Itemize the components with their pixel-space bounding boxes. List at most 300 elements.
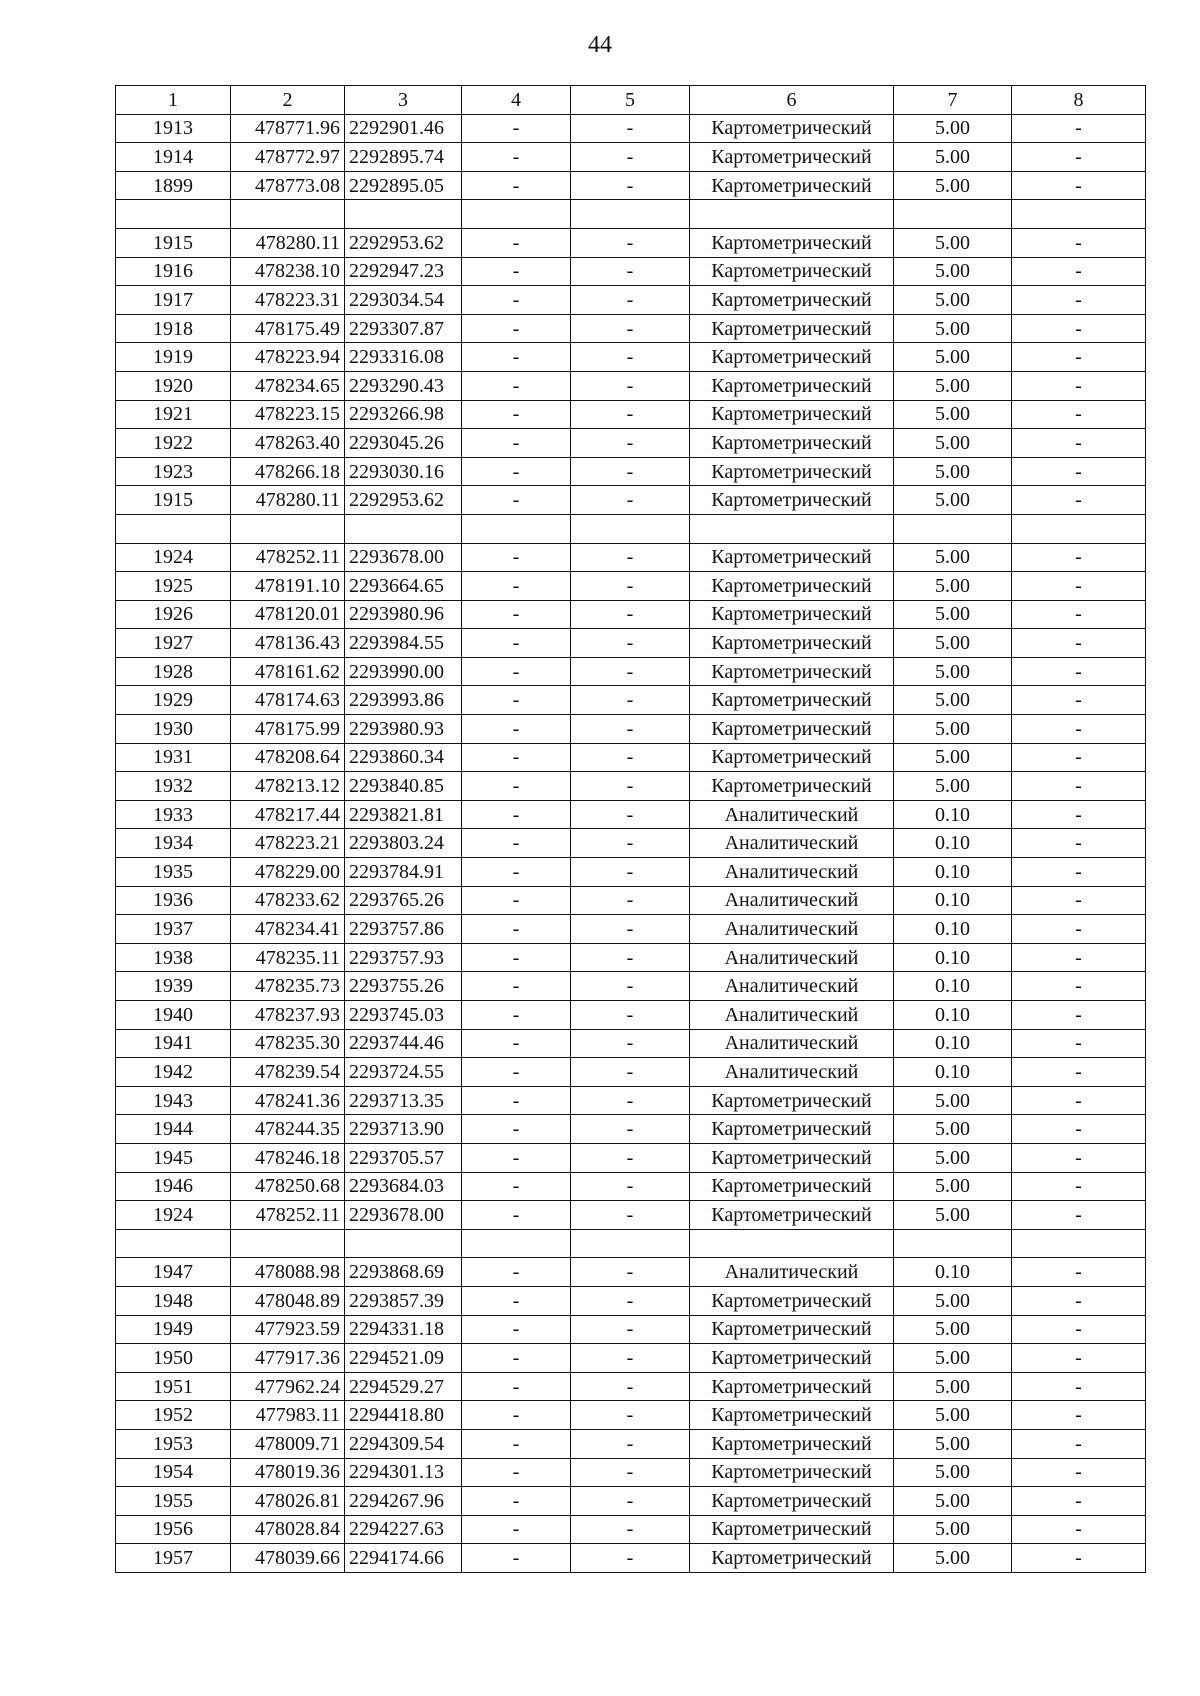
accuracy-cell: 5.00 (894, 600, 1012, 629)
column-8-cell: - (1012, 1172, 1146, 1201)
column-4-cell: - (462, 1001, 571, 1030)
column-5-cell: - (571, 886, 690, 915)
x-coordinate-cell: 478223.15 (231, 400, 345, 429)
column-5-cell: - (571, 829, 690, 858)
y-coordinate-cell: 2293664.65 (345, 572, 462, 601)
x-coordinate-cell: 478238.10 (231, 257, 345, 286)
method-cell: Картометрический (690, 457, 894, 486)
y-coordinate-cell: 2293745.03 (345, 1001, 462, 1030)
accuracy-cell: 5.00 (894, 114, 1012, 143)
method-cell (690, 1229, 894, 1258)
x-coordinate-cell: 477983.11 (231, 1401, 345, 1430)
accuracy-cell: 5.00 (894, 1086, 1012, 1115)
column-5-cell: - (571, 1286, 690, 1315)
y-coordinate-cell: 2292895.74 (345, 143, 462, 172)
x-coordinate-cell (231, 514, 345, 543)
method-cell: Аналитический (690, 829, 894, 858)
table-row (116, 886, 1146, 915)
table-row (116, 572, 1146, 601)
table-row (116, 715, 1146, 744)
x-coordinate-cell: 478161.62 (231, 657, 345, 686)
x-coordinate-cell: 478213.12 (231, 772, 345, 801)
table-row (116, 1029, 1146, 1058)
column-8-cell: - (1012, 371, 1146, 400)
header-cell: 4 (462, 86, 571, 115)
method-cell: Картометрический (690, 400, 894, 429)
column-5-cell (571, 514, 690, 543)
accuracy-cell: 5.00 (894, 228, 1012, 257)
column-8-cell: - (1012, 143, 1146, 172)
column-5-cell: - (571, 1372, 690, 1401)
accuracy-cell: 0.10 (894, 886, 1012, 915)
column-4-cell: - (462, 572, 571, 601)
method-cell: Картометрический (690, 600, 894, 629)
point-number-cell: 1953 (116, 1429, 231, 1458)
y-coordinate-cell: 2294309.54 (345, 1429, 462, 1458)
accuracy-cell: 0.10 (894, 800, 1012, 829)
column-4-cell: - (462, 1544, 571, 1573)
accuracy-cell: 5.00 (894, 1515, 1012, 1544)
table-row (116, 915, 1146, 944)
table-row (116, 1086, 1146, 1115)
y-coordinate-cell: 2293980.96 (345, 600, 462, 629)
x-coordinate-cell: 477962.24 (231, 1372, 345, 1401)
method-cell: Аналитический (690, 858, 894, 887)
method-cell: Картометрический (690, 114, 894, 143)
column-4-cell: - (462, 886, 571, 915)
x-coordinate-cell: 478280.11 (231, 228, 345, 257)
column-5-cell: - (571, 371, 690, 400)
point-number-cell: 1928 (116, 657, 231, 686)
point-number-cell: 1939 (116, 972, 231, 1001)
accuracy-cell: 5.00 (894, 1143, 1012, 1172)
column-5-cell: - (571, 800, 690, 829)
coordinates-table (115, 85, 1146, 1573)
x-coordinate-cell (231, 200, 345, 229)
method-cell: Картометрический (690, 343, 894, 372)
y-coordinate-cell: 2293724.55 (345, 1058, 462, 1087)
point-number-cell: 1952 (116, 1401, 231, 1430)
table-row (116, 772, 1146, 801)
column-8-cell: - (1012, 858, 1146, 887)
method-cell: Аналитический (690, 800, 894, 829)
column-8-cell: - (1012, 228, 1146, 257)
point-number-cell: 1927 (116, 629, 231, 658)
method-cell: Картометрический (690, 1515, 894, 1544)
column-4-cell: - (462, 400, 571, 429)
column-8-cell (1012, 1229, 1146, 1258)
table-row (116, 514, 1146, 543)
column-4-cell: - (462, 829, 571, 858)
column-5-cell: - (571, 543, 690, 572)
column-8-cell: - (1012, 1487, 1146, 1516)
method-cell: Картометрический (690, 1286, 894, 1315)
x-coordinate-cell: 478229.00 (231, 858, 345, 887)
point-number-cell: 1947 (116, 1258, 231, 1287)
method-cell: Картометрический (690, 1544, 894, 1573)
point-number-cell: 1933 (116, 800, 231, 829)
column-4-cell: - (462, 972, 571, 1001)
accuracy-cell: 5.00 (894, 286, 1012, 315)
accuracy-cell: 0.10 (894, 829, 1012, 858)
column-8-cell: - (1012, 1515, 1146, 1544)
table-row (116, 600, 1146, 629)
table-row (116, 257, 1146, 286)
table-row (116, 657, 1146, 686)
table-row (116, 200, 1146, 229)
x-coordinate-cell: 478266.18 (231, 457, 345, 486)
column-4-cell: - (462, 1515, 571, 1544)
column-8-cell: - (1012, 943, 1146, 972)
accuracy-cell: 0.10 (894, 972, 1012, 1001)
table-row (116, 1344, 1146, 1373)
accuracy-cell: 5.00 (894, 171, 1012, 200)
accuracy-cell (894, 514, 1012, 543)
table-row (116, 114, 1146, 143)
point-number-cell: 1945 (116, 1143, 231, 1172)
accuracy-cell: 0.10 (894, 1258, 1012, 1287)
column-4-cell (462, 514, 571, 543)
y-coordinate-cell: 2293678.00 (345, 543, 462, 572)
x-coordinate-cell: 478019.36 (231, 1458, 345, 1487)
column-4-cell: - (462, 1258, 571, 1287)
point-number-cell: 1924 (116, 1201, 231, 1230)
column-4-cell: - (462, 429, 571, 458)
y-coordinate-cell: 2293757.86 (345, 915, 462, 944)
method-cell: Картометрический (690, 1115, 894, 1144)
point-number-cell: 1940 (116, 1001, 231, 1030)
header-cell: 8 (1012, 86, 1146, 115)
y-coordinate-cell: 2293840.85 (345, 772, 462, 801)
column-8-cell (1012, 514, 1146, 543)
point-number-cell: 1937 (116, 915, 231, 944)
point-number-cell: 1957 (116, 1544, 231, 1573)
column-4-cell: - (462, 915, 571, 944)
x-coordinate-cell: 478772.97 (231, 143, 345, 172)
accuracy-cell: 5.00 (894, 1429, 1012, 1458)
accuracy-cell: 5.00 (894, 1201, 1012, 1230)
x-coordinate-cell: 478217.44 (231, 800, 345, 829)
column-4-cell: - (462, 1429, 571, 1458)
accuracy-cell: 0.10 (894, 1001, 1012, 1030)
method-cell: Картометрический (690, 171, 894, 200)
x-coordinate-cell: 478252.11 (231, 543, 345, 572)
column-8-cell: - (1012, 1029, 1146, 1058)
point-number-cell: 1931 (116, 743, 231, 772)
x-coordinate-cell: 478237.93 (231, 1001, 345, 1030)
column-8-cell: - (1012, 686, 1146, 715)
point-number-cell: 1899 (116, 171, 231, 200)
accuracy-cell: 5.00 (894, 1458, 1012, 1487)
method-cell: Картометрический (690, 1372, 894, 1401)
point-number-cell: 1936 (116, 886, 231, 915)
point-number-cell: 1924 (116, 543, 231, 572)
table-row (116, 1429, 1146, 1458)
accuracy-cell: 5.00 (894, 457, 1012, 486)
method-cell: Картометрический (690, 143, 894, 172)
column-5-cell: - (571, 1058, 690, 1087)
table-row (116, 343, 1146, 372)
x-coordinate-cell: 478208.64 (231, 743, 345, 772)
column-5-cell: - (571, 1487, 690, 1516)
y-coordinate-cell: 2294418.80 (345, 1401, 462, 1430)
method-cell: Картометрический (690, 543, 894, 572)
accuracy-cell: 5.00 (894, 257, 1012, 286)
x-coordinate-cell: 478241.36 (231, 1086, 345, 1115)
column-8-cell: - (1012, 915, 1146, 944)
point-number-cell: 1915 (116, 486, 231, 515)
point-number-cell: 1918 (116, 314, 231, 343)
column-4-cell: - (462, 1201, 571, 1230)
accuracy-cell: 5.00 (894, 429, 1012, 458)
method-cell: Картометрический (690, 1401, 894, 1430)
point-number-cell: 1917 (116, 286, 231, 315)
table-row (116, 1458, 1146, 1487)
page-number: 44 (588, 32, 612, 58)
accuracy-cell: 5.00 (894, 572, 1012, 601)
column-4-cell: - (462, 1058, 571, 1087)
column-5-cell: - (571, 915, 690, 944)
accuracy-cell: 5.00 (894, 1401, 1012, 1430)
point-number-cell: 1950 (116, 1344, 231, 1373)
x-coordinate-cell: 478175.99 (231, 715, 345, 744)
column-5-cell: - (571, 171, 690, 200)
column-8-cell: - (1012, 429, 1146, 458)
method-cell: Картометрический (690, 257, 894, 286)
column-5-cell: - (571, 657, 690, 686)
point-number-cell: 1923 (116, 457, 231, 486)
point-number-cell: 1949 (116, 1315, 231, 1344)
method-cell: Картометрический (690, 1086, 894, 1115)
point-number-cell (116, 1229, 231, 1258)
point-number-cell: 1915 (116, 228, 231, 257)
table-row (116, 1172, 1146, 1201)
accuracy-cell: 5.00 (894, 371, 1012, 400)
column-5-cell: - (571, 686, 690, 715)
column-4-cell: - (462, 1029, 571, 1058)
point-number-cell: 1954 (116, 1458, 231, 1487)
accuracy-cell: 5.00 (894, 343, 1012, 372)
y-coordinate-cell: 2293765.26 (345, 886, 462, 915)
column-5-cell: - (571, 1143, 690, 1172)
column-8-cell: - (1012, 600, 1146, 629)
column-4-cell: - (462, 257, 571, 286)
table-row (116, 800, 1146, 829)
point-number-cell: 1941 (116, 1029, 231, 1058)
point-number-cell: 1942 (116, 1058, 231, 1087)
point-number-cell: 1935 (116, 858, 231, 887)
x-coordinate-cell: 478252.11 (231, 1201, 345, 1230)
x-coordinate-cell: 478239.54 (231, 1058, 345, 1087)
y-coordinate-cell: 2293713.90 (345, 1115, 462, 1144)
x-coordinate-cell: 478223.94 (231, 343, 345, 372)
method-cell: Аналитический (690, 915, 894, 944)
accuracy-cell: 5.00 (894, 629, 1012, 658)
table-row (116, 972, 1146, 1001)
column-5-cell: - (571, 1401, 690, 1430)
header-cell: 2 (231, 86, 345, 115)
column-5-cell (571, 200, 690, 229)
method-cell: Аналитический (690, 1258, 894, 1287)
accuracy-cell: 5.00 (894, 1286, 1012, 1315)
column-5-cell: - (571, 972, 690, 1001)
header-row (116, 86, 1146, 115)
y-coordinate-cell: 2293984.55 (345, 629, 462, 658)
y-coordinate-cell: 2293266.98 (345, 400, 462, 429)
table-row (116, 829, 1146, 858)
header-cell: 1 (116, 86, 231, 115)
x-coordinate-cell: 478773.08 (231, 171, 345, 200)
table-row (116, 543, 1146, 572)
method-cell: Картометрический (690, 743, 894, 772)
x-coordinate-cell: 478136.43 (231, 629, 345, 658)
x-coordinate-cell: 478175.49 (231, 314, 345, 343)
column-4-cell: - (462, 1372, 571, 1401)
accuracy-cell: 5.00 (894, 772, 1012, 801)
table-row (116, 429, 1146, 458)
table-row (116, 314, 1146, 343)
method-cell: Картометрический (690, 1172, 894, 1201)
column-4-cell: - (462, 715, 571, 744)
x-coordinate-cell: 478174.63 (231, 686, 345, 715)
column-5-cell: - (571, 1515, 690, 1544)
column-5-cell: - (571, 772, 690, 801)
method-cell: Аналитический (690, 1058, 894, 1087)
column-8-cell: - (1012, 114, 1146, 143)
column-8-cell (1012, 200, 1146, 229)
method-cell: Аналитический (690, 886, 894, 915)
accuracy-cell: 5.00 (894, 1344, 1012, 1373)
column-8-cell: - (1012, 886, 1146, 915)
column-8-cell: - (1012, 1001, 1146, 1030)
method-cell: Аналитический (690, 943, 894, 972)
y-coordinate-cell: 2293034.54 (345, 286, 462, 315)
column-4-cell: - (462, 686, 571, 715)
column-5-cell (571, 1229, 690, 1258)
column-4-cell: - (462, 171, 571, 200)
column-4-cell: - (462, 1315, 571, 1344)
column-8-cell: - (1012, 1315, 1146, 1344)
column-8-cell: - (1012, 400, 1146, 429)
column-5-cell: - (571, 1001, 690, 1030)
column-5-cell: - (571, 1258, 690, 1287)
x-coordinate-cell: 478234.65 (231, 371, 345, 400)
accuracy-cell: 0.10 (894, 943, 1012, 972)
method-cell: Картометрический (690, 1429, 894, 1458)
column-4-cell: - (462, 486, 571, 515)
y-coordinate-cell: 2294331.18 (345, 1315, 462, 1344)
column-4-cell: - (462, 1286, 571, 1315)
point-number-cell: 1948 (116, 1286, 231, 1315)
column-5-cell: - (571, 314, 690, 343)
table-row (116, 228, 1146, 257)
table-row (116, 1201, 1146, 1230)
y-coordinate-cell (345, 1229, 462, 1258)
y-coordinate-cell: 2294529.27 (345, 1372, 462, 1401)
table-row (116, 1001, 1146, 1030)
column-8-cell: - (1012, 657, 1146, 686)
point-number-cell: 1955 (116, 1487, 231, 1516)
table-row (116, 1286, 1146, 1315)
column-8-cell: - (1012, 1143, 1146, 1172)
column-4-cell: - (462, 629, 571, 658)
x-coordinate-cell (231, 1229, 345, 1258)
column-4-cell: - (462, 1487, 571, 1516)
column-8-cell: - (1012, 543, 1146, 572)
column-5-cell: - (571, 114, 690, 143)
column-8-cell: - (1012, 1372, 1146, 1401)
x-coordinate-cell: 478223.31 (231, 286, 345, 315)
table-row (116, 1229, 1146, 1258)
column-5-cell: - (571, 1086, 690, 1115)
column-4-cell: - (462, 1115, 571, 1144)
accuracy-cell: 0.10 (894, 915, 1012, 944)
column-4-cell: - (462, 800, 571, 829)
x-coordinate-cell: 478009.71 (231, 1429, 345, 1458)
header-cell: 3 (345, 86, 462, 115)
method-cell: Картометрический (690, 1487, 894, 1516)
column-5-cell: - (571, 429, 690, 458)
y-coordinate-cell: 2292895.05 (345, 171, 462, 200)
table-row (116, 1515, 1146, 1544)
accuracy-cell (894, 1229, 1012, 1258)
column-5-cell: - (571, 629, 690, 658)
column-8-cell: - (1012, 1115, 1146, 1144)
y-coordinate-cell: 2293993.86 (345, 686, 462, 715)
point-number-cell: 1926 (116, 600, 231, 629)
accuracy-cell: 5.00 (894, 143, 1012, 172)
y-coordinate-cell: 2294267.96 (345, 1487, 462, 1516)
column-4-cell: - (462, 1143, 571, 1172)
point-number-cell: 1913 (116, 114, 231, 143)
table-row (116, 286, 1146, 315)
column-4-cell: - (462, 1172, 571, 1201)
accuracy-cell: 5.00 (894, 486, 1012, 515)
column-5-cell: - (571, 257, 690, 286)
method-cell: Картометрический (690, 1458, 894, 1487)
accuracy-cell: 5.00 (894, 1544, 1012, 1573)
column-4-cell (462, 1229, 571, 1258)
y-coordinate-cell: 2293755.26 (345, 972, 462, 1001)
table-row (116, 629, 1146, 658)
method-cell: Аналитический (690, 1001, 894, 1030)
method-cell: Картометрический (690, 715, 894, 744)
y-coordinate-cell: 2294521.09 (345, 1344, 462, 1373)
column-4-cell: - (462, 1344, 571, 1373)
point-number-cell: 1944 (116, 1115, 231, 1144)
table-body (116, 114, 1146, 1572)
accuracy-cell (894, 200, 1012, 229)
x-coordinate-cell: 478280.11 (231, 486, 345, 515)
column-8-cell: - (1012, 715, 1146, 744)
y-coordinate-cell: 2293857.39 (345, 1286, 462, 1315)
x-coordinate-cell: 478223.21 (231, 829, 345, 858)
x-coordinate-cell: 478771.96 (231, 114, 345, 143)
x-coordinate-cell: 478039.66 (231, 1544, 345, 1573)
point-number-cell: 1956 (116, 1515, 231, 1544)
x-coordinate-cell: 478244.35 (231, 1115, 345, 1144)
y-coordinate-cell: 2293757.93 (345, 943, 462, 972)
column-8-cell: - (1012, 772, 1146, 801)
point-number-cell: 1916 (116, 257, 231, 286)
method-cell: Картометрический (690, 486, 894, 515)
accuracy-cell: 5.00 (894, 1315, 1012, 1344)
y-coordinate-cell: 2293307.87 (345, 314, 462, 343)
header-cell: 5 (571, 86, 690, 115)
y-coordinate-cell: 2293705.57 (345, 1143, 462, 1172)
point-number-cell (116, 200, 231, 229)
column-5-cell: - (571, 715, 690, 744)
